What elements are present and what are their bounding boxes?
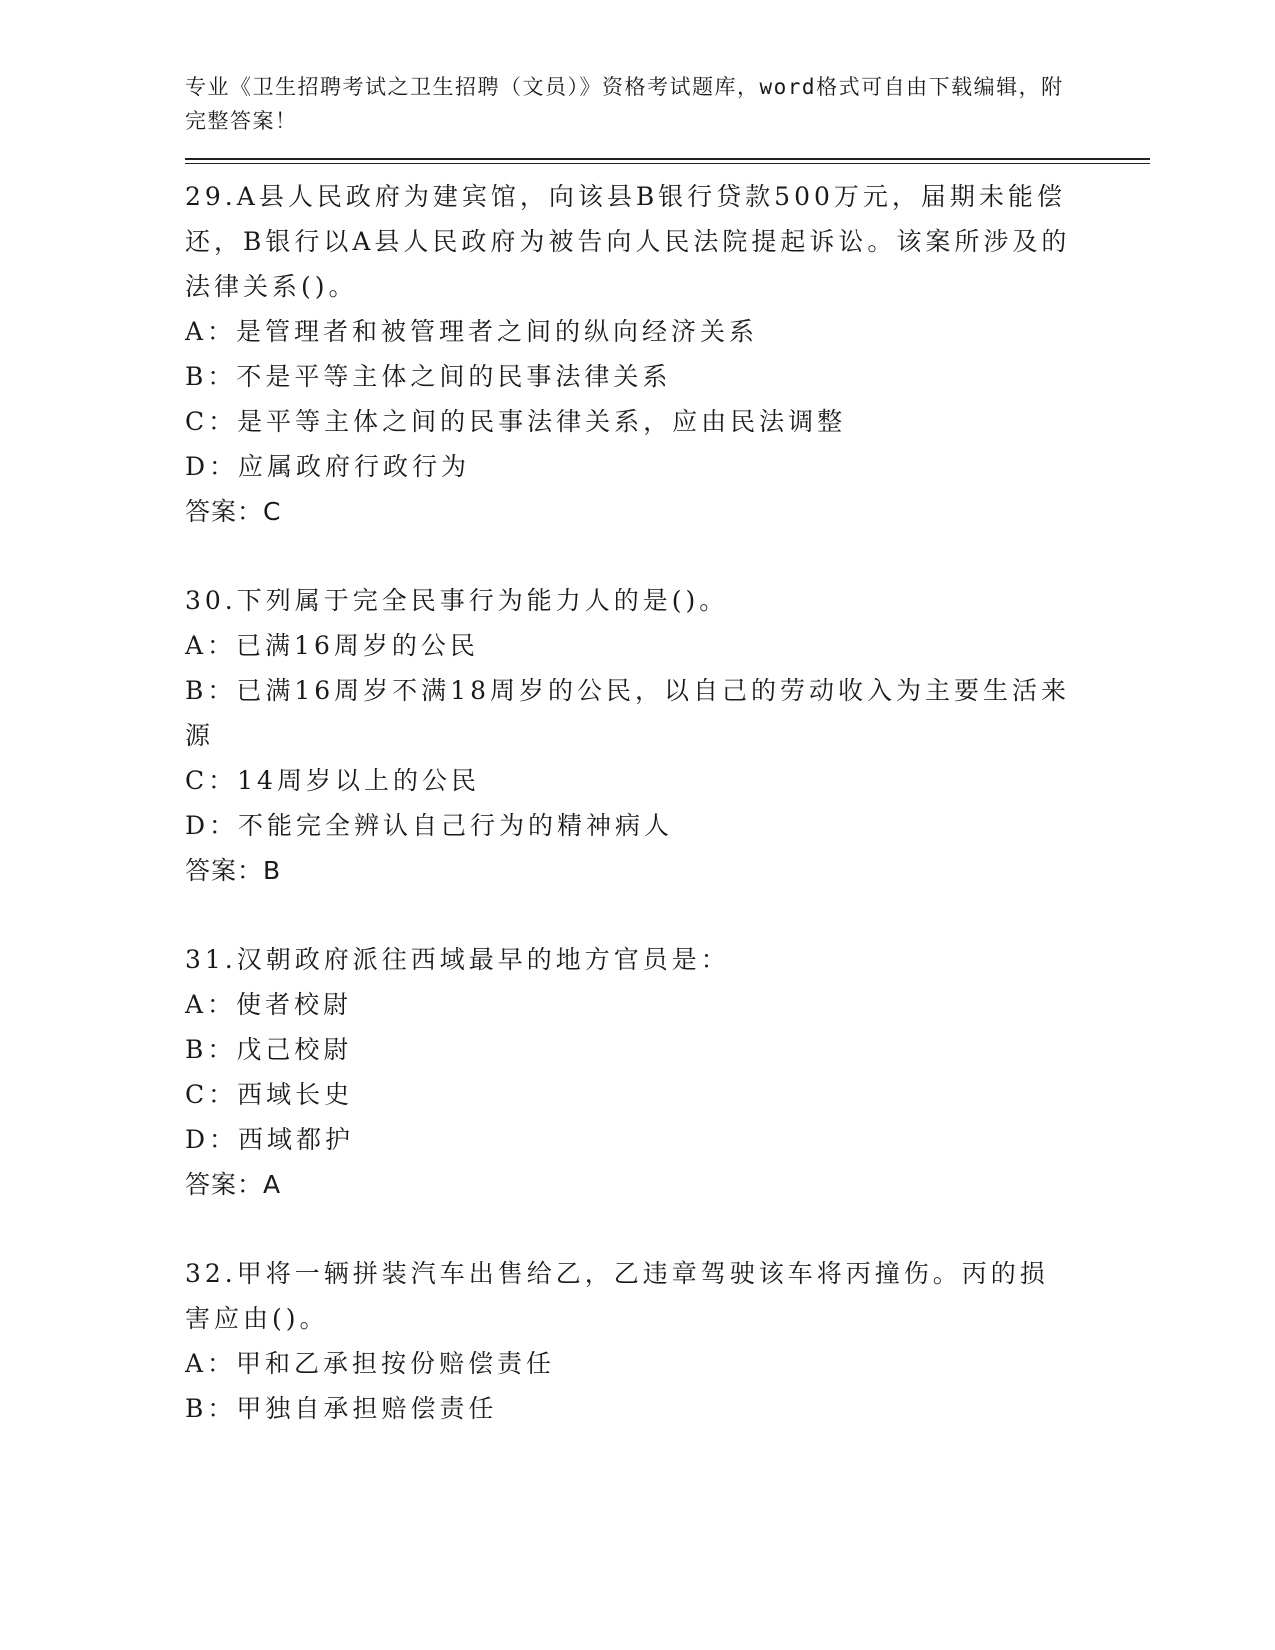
option-a: A：甲和乙承担按份赔偿责任 xyxy=(185,1349,556,1378)
question-32 xyxy=(185,1251,1150,1431)
document-header: 专业《卫生招聘考试之卫生招聘（文员）》资格考试题库，word格式可自由下载编辑，附完整答案！ xyxy=(185,75,1064,133)
answer-prefix: 答案： xyxy=(185,1170,264,1199)
option-b: B：戊己校尉 xyxy=(185,1035,353,1064)
document-page xyxy=(185,70,1150,1475)
option-c: C：是平等主体之间的民事法律关系，应由民法调整 xyxy=(185,407,847,436)
option-c: C：14周岁以上的公民 xyxy=(185,766,480,795)
answer-line xyxy=(185,1162,1150,1207)
answer-value: A xyxy=(263,1170,282,1199)
answer-prefix: 答案： xyxy=(185,497,264,526)
answer-line xyxy=(185,489,1150,534)
option-a: A：使者校尉 xyxy=(185,990,353,1019)
option-b: B：不是平等主体之间的民事法律关系 xyxy=(185,362,672,391)
answer-value: B xyxy=(263,856,282,885)
question-stem: 32.甲将一辆拼装汽车出售给乙，乙违章驾驶该车将丙撞伤。丙的损害应由()。 xyxy=(185,1259,1049,1333)
answer-value: C xyxy=(263,497,282,526)
answer-prefix: 答案： xyxy=(185,856,264,885)
option-b: B：甲独自承担赔偿责任 xyxy=(185,1394,498,1423)
question-stem: 31.汉朝政府派往西域最早的地方官员是： xyxy=(185,945,730,974)
option-a: A：已满16周岁的公民 xyxy=(185,631,479,660)
answer-line xyxy=(185,848,1150,893)
option-a: A：是管理者和被管理者之间的纵向经济关系 xyxy=(185,317,759,346)
header-divider xyxy=(185,158,1150,164)
question-29 xyxy=(185,174,1150,534)
question-list xyxy=(185,174,1150,1431)
question-31 xyxy=(185,937,1150,1207)
question-stem: 30.下列属于完全民事行为能力人的是()。 xyxy=(185,586,729,615)
option-d: D：应属政府行政行为 xyxy=(185,452,471,481)
option-b: B：已满16周岁不满18周岁的公民，以自己的劳动收入为主要生活来源 xyxy=(185,676,1070,750)
option-d: D：不能完全辨认自己行为的精神病人 xyxy=(185,811,674,840)
option-d: D：西域都护 xyxy=(185,1125,355,1154)
option-c: C：西域长史 xyxy=(185,1080,354,1109)
question-30 xyxy=(185,578,1150,893)
question-stem: 29.A县人民政府为建宾馆，向该县B银行贷款500万元，届期未能偿还，B银行以A县人民政府为被告向人民法院提起诉讼。该案所涉及的法律关系()。 xyxy=(185,182,1071,301)
